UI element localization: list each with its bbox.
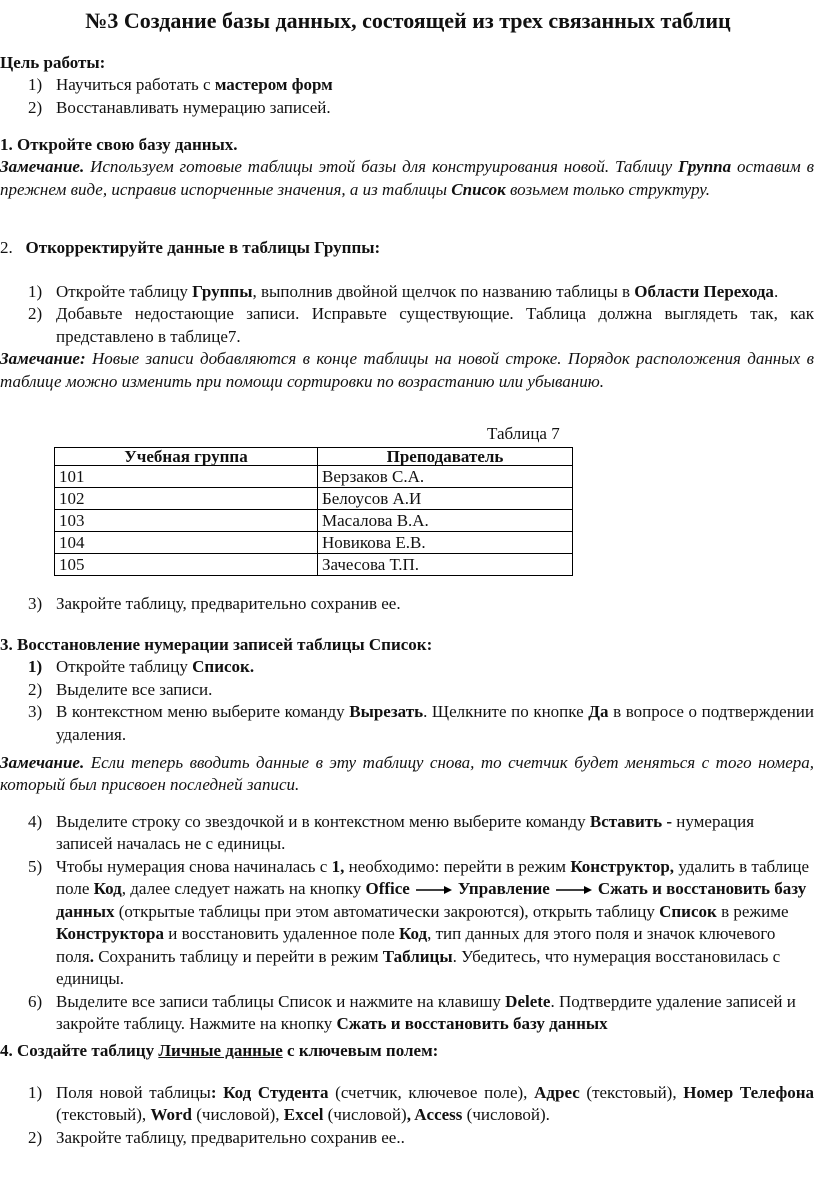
note-label: Замечание. [0,157,85,177]
item-bold: Да [588,702,609,722]
item-text: , тип данных для этого поля и значок ключевого поля [56,924,776,966]
item-number: 1) [28,1083,43,1102]
table-row [55,510,573,532]
item-bold: Код [93,879,122,899]
section-2-note [0,348,814,393]
section-3-list [0,656,814,746]
item-text: и восстановить удаленное поле [164,924,400,944]
list-item [0,1082,814,1127]
item-text: Выделите все записи. [56,679,213,699]
table-cell: Масалова В.А. [318,510,573,532]
item-text: (числовой). [462,1105,550,1125]
note-bold: Группа [678,157,732,177]
item-number: 1) [28,657,43,677]
goal-list [0,74,814,119]
item-number: 2) [28,1127,43,1147]
table-cell: Белоусов А.И [318,488,573,510]
table-cell: 102 [55,488,318,510]
item-bold: мастером форм [214,75,333,95]
item-bold: Word [150,1105,192,1125]
item-bold: Таблицы [382,946,453,966]
table-row [55,554,573,576]
section-2-body [0,281,814,393]
item-text: (текстовый), [579,1083,684,1102]
list-item [0,281,814,303]
item-bold: Excel [283,1105,324,1125]
note-text: Новые записи добавляются в конце таблицы на новой строке. Порядок расположения данных в таблице можно изменить при помощи сортировки по возрастанию или убыванию. [0,349,814,391]
section-2-item-3 [0,593,814,615]
section-number: 2. [0,238,13,257]
item-text: . Подтвердите удаление записей и закройте таблицу. Нажмите на кнопку [56,991,796,1033]
heading-text: 4. Создайте таблицу [0,1041,159,1060]
note-bold: Список [451,179,506,199]
item-bold: Код [399,924,428,944]
section-1 [0,134,814,201]
item-text: , далее следует нажать на кнопку [121,879,366,899]
groups-table [54,447,573,576]
goal-heading: Цель работы: [0,53,106,72]
item-number: 2) [28,97,43,117]
item-bold: Вставить - [589,812,673,831]
item-number: 3) [28,594,43,613]
item-text: . Щелкните по кнопке [423,702,589,722]
item-bold: Сжать и восстановить базу данных [56,879,807,921]
heading-underlined: Личные данные [158,1041,283,1060]
item-text: (счетчик, ключевое поле), [328,1083,535,1102]
item-bold: Список. [192,657,255,677]
item-bold: Office [365,879,410,899]
item-number: 5) [28,856,43,876]
item-text: Закройте таблицу, предварительно сохранив ее.. [56,1127,405,1147]
item-bold: Адрес [534,1083,580,1102]
section-2-list-cont [0,593,814,615]
item-number: 2) [28,679,43,699]
list-item [0,1127,814,1149]
section-4-heading [0,1040,814,1062]
list-item [0,701,814,746]
item-number: 4) [28,812,43,831]
section-2-title: Откорректируйте данные в таблицы Группы: [25,238,381,257]
item-number: 6) [28,991,43,1011]
section-3-note [0,752,814,797]
item-text: (числовой), [192,1105,284,1125]
item-bold: Управление [457,879,550,899]
item-text: Выделите все записи таблицы Список и нажмите на клавишу [56,991,506,1011]
section-4-body [0,1082,814,1149]
item-text: необходимо: перейти в режим [344,856,571,876]
section-2-heading [0,237,814,259]
item-bold: Delete [505,991,551,1011]
table-cell: 104 [55,532,318,554]
arrow-right-icon [556,885,592,895]
note-text: Если теперь вводить данные в эту таблицу снова, то счетчик будет меняться с того номера, который был присвоен последней записи. [0,753,814,795]
heading-text: с ключевым полем: [282,1041,439,1060]
note-text: Используем готовые таблицы этой базы для конструирования новой. Таблицу [84,157,679,177]
list-item [0,303,814,348]
table-cell: Зачесова Т.П. [318,554,573,576]
table-row [55,466,573,488]
item-text: (текстовый), [56,1105,151,1125]
table-header-row [55,448,573,466]
arrow-right-icon [416,885,452,895]
table-cell: Новикова Е.В. [318,532,573,554]
table-row [55,488,573,510]
item-text: в режиме [716,901,789,921]
item-number: 1) [28,75,43,95]
section-4-list [0,1082,814,1149]
section-3-list-cont [0,811,814,1035]
item-text: Чтобы нумерация снова начиналась с [56,856,332,876]
item-text: Добавьте недостающие записи. Исправьте существующие. Таблица должна выглядеть так, как представлено в таблице7. [56,304,814,346]
item-text: Откройте таблицу [56,282,193,301]
item-number: 2) [28,304,43,324]
list-item [0,74,814,96]
column-header: Преподаватель [318,448,573,466]
list-item [0,97,814,119]
section-3-heading: 3. Восстановление нумерации записей таблицы Список: [0,635,433,654]
item-bold: Области Перехода [634,282,774,301]
table-caption: Таблица 7 [487,424,560,443]
section-2-list [0,281,814,348]
page-title: №3 Создание базы данных, состоящей из трех связанных таблиц [85,8,731,33]
list-item [0,856,814,991]
note-label: Замечание. [0,753,85,772]
list-item [0,991,814,1036]
item-bold: Конструктор, [570,856,675,876]
note-text: возьмем только структуру. [505,179,711,199]
item-bold: Сжать и восстановить базу данных [336,1013,608,1033]
item-text: Выделите строку со звездочкой и в контекстном меню выберите команду [56,812,590,831]
item-text: Восстанавливать нумерацию записей. [56,97,331,117]
item-bold: Номер Телефона [683,1083,814,1102]
item-text: . Убедитесь, что нумерация восстановилась с единицы. [56,946,781,989]
section-1-heading: 1. Откройте свою базу данных. [0,135,238,154]
table-cell: Верзаков С.А. [318,466,573,488]
note-label: Замечание: [0,349,86,369]
item-text: Закройте таблицу, предварительно сохранив ее. [56,594,401,613]
item-bold: Группы [192,282,253,301]
item-bold: Список [659,901,717,921]
item-number: 1) [28,282,43,301]
item-text: в вопросе о подтверждении удаления. [56,702,815,744]
section-3-body [0,811,814,1035]
item-bold: 1, [331,856,345,876]
item-text: Откройте таблицу [56,657,193,677]
item-text: (числовой) [323,1105,407,1125]
list-item [0,656,814,678]
table-cell: 103 [55,510,318,532]
item-bold: , Access [406,1105,463,1125]
section-1-note [0,156,814,201]
item-text: В контекстном меню выберите команду [56,702,350,722]
item-text: удалить в таблице поле [56,856,810,899]
table-cell: 105 [55,554,318,576]
list-item [0,593,814,615]
item-bold: Конструктора [56,924,164,944]
goal-section [0,52,814,119]
item-number: 3) [28,702,43,722]
table-row [55,532,573,554]
list-item [0,679,814,701]
list-item [0,811,814,856]
item-text: нумерация записей началась не с единицы. [56,812,755,854]
section-3 [0,634,814,746]
item-text: Поля новой таблицы [56,1083,211,1102]
item-text: Сохранить таблицу и перейти в режим [93,946,383,966]
item-text: , выполнив двойной щелчок по названию таблицы в [252,282,635,301]
item-bold: . [89,946,94,966]
column-header: Учебная группа [55,448,318,466]
item-text: . [773,282,779,301]
item-bold: Вырезать [349,702,424,722]
item-text: Научиться работать с [56,75,215,95]
table-cell: 101 [55,466,318,488]
note-text: оставим в прежнем виде, исправив испорченные значения, а из таблицы [0,157,814,199]
item-bold: : Код Студента [210,1083,329,1102]
item-text: (открытые таблицы при этом автоматически закроются), открыть таблицу [114,901,660,921]
